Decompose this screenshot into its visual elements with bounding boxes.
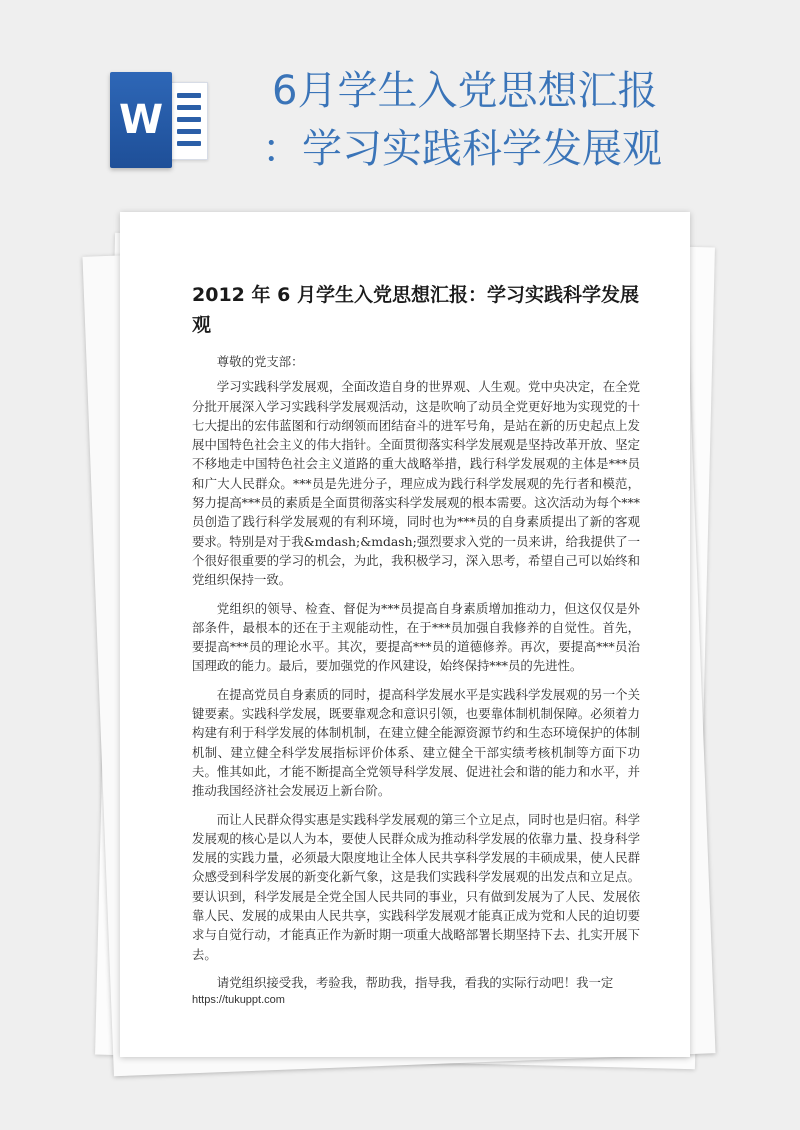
salutation: 尊敬的党支部： <box>216 354 304 369</box>
paragraph-3: 在提高党员自身素质的同时，提高科学发展水平是实践科学发展观的另一个关键要素。实践科学发展，既要靠观念和意识引领，也要靠体制机制保障。必须着力构建有利于科学发展的体制机制，在建立健全能源资源节约和生态环境保护的体制机制、建立健全科学发展指标评价体系、建立健全干部实绩考核机制等方面下功夫。惟其如此，才能不断提高全党领导科学发展、促进社会和谐的能力和水平，并推动我国经济社会发展迈上新台阶。 <box>192 686 640 799</box>
document-body <box>192 352 640 1001</box>
document-title: 2012 年 6 月学生入党思想汇报：学习实践科学发展观 <box>192 284 639 336</box>
document-page <box>120 212 690 1057</box>
paragraph-2: 党组织的领导、检查、督促为***员提高自身素质增加推动力，但这仅仅是外部条件，最根本的还在于主观能动性，在于***员加强自我修养的自觉性。首先，要提高***员的理论水平。其次，要提高***员的道德修养。再次，要提高***员治国理政的能力。最后，要加强党的作风建设，始终保持***员的先进性。 <box>192 600 640 674</box>
paragraph-5: 请党组织接受我，考验我，帮助我，指导我，看我的实际行动吧！我一定 <box>216 974 614 990</box>
banner <box>0 0 800 200</box>
banner-title-line-2: ：学习实践科学发展观 <box>262 126 662 172</box>
word-letter-badge: W <box>110 72 172 168</box>
word-document-icon <box>110 72 210 168</box>
paragraph-4: 而让人民群众得实惠是实践科学发展观的第三个立足点，同时也是归宿。科学发展观的核心是以人为本，要使人民群众成为推动科学发展的依靠力量、投身科学发展的实践力量，必须最大限度地让全体人民共享科学发展的丰硕成果，使人民群众感受到科学发展的新变化新气象，这是我们实践科学发展观的出发点和立足点。要认识到，科学发展是全党全国人民共同的事业，只有做到发展为了人民、发展依靠人民、发展的成果由人民共享，实践科学发展观才能真正成为党和人民的迫切要求与自觉行动，才能真正作为新时期一项重大战略部署长期坚持下去、扎实开展下去。 <box>192 811 640 962</box>
paragraph-1: 学习实践科学发展观，全面改造自身的世界观、人生观。党中央决定，在全党分批开展深入学习实践科学发展观活动，这是吹响了动员全党更好地为实现党的十七大提出的宏伟蓝图和行动纲领而团结奋斗的进军号角，是站在新的历史起点上发展中国特色社会主义的伟大指针。全面贯彻落实科学发展观是坚持改革开放、坚定不移地走中国特色社会主义道路的重大战略举措，践行科学发展观的主体是***员和广大人民群众。***员是先进分子，理应成为践行科学发展观的先行者和模范，努力提高***员的素质是全面贯彻落实科学发展观的根本需要。这次活动为每个***员创造了践行科学发展观的有利环境，同时也为***员的自身素质提出了新的客观要求。特别是对于我&mdash;&mdash;强烈要求入党的一员来讲，给我提供了一个很好很重要的学习的机会，为此，我积极学习，深入思考，希望自己可以始终和党组织保持一致。 <box>192 379 640 588</box>
banner-title-line-1: 6月学生入党思想汇报 <box>272 68 658 114</box>
footer-url: https://tukuppt.com <box>192 994 285 1006</box>
